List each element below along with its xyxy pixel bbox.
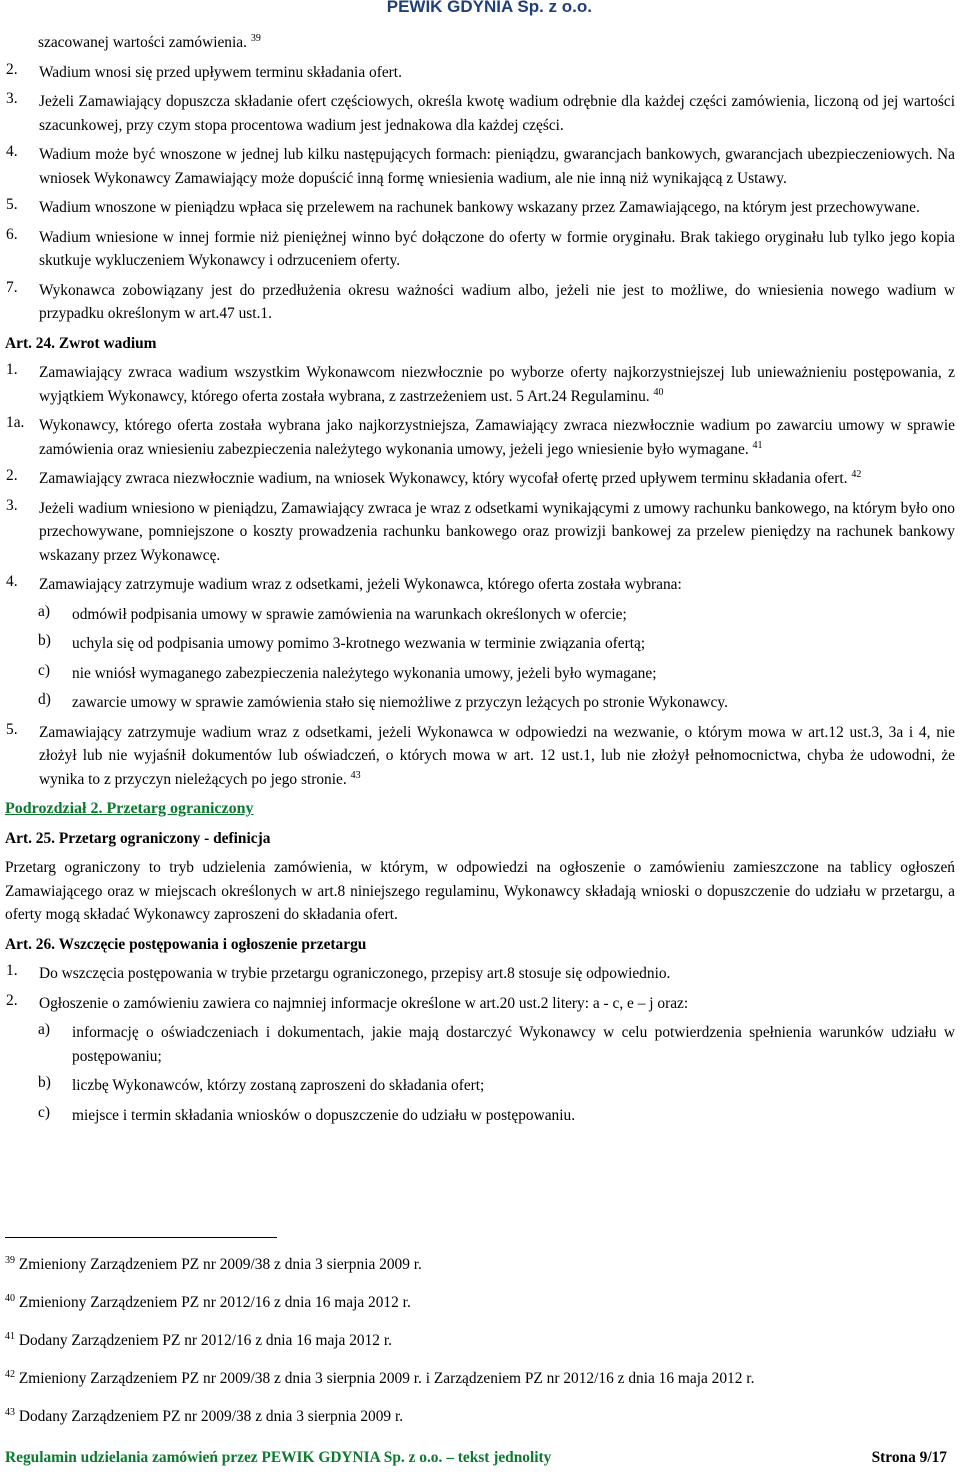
list-item: 4. Zamawiający zatrzymuje wadium wraz z odsetkami, jeżeli Wykonawca, którego oferta została wybrana: [6, 573, 682, 593]
footer-document-title: Regulamin udzielania zamówień przez PEWIK GDYNIA Sp. z o.o. – tekst jednolity [5, 1449, 552, 1466]
subsection-heading: Podrozdział 2. Przetarg ograniczony [5, 800, 254, 817]
list-item: 5. Zamawiający zatrzymuje wadium wraz z odsetkami, jeżeli Wykonawca w odpowiedzi na wezwanie, o którym mowa w art.12 ust.3, 3a i 4, nie złożył lub nie wyjaśnił dokumentów lub oświadczeń, o których mowa w art. 12 ust.1, lub nie złożył pełnomocnictwa, chyba że udowodni, że wynika to z przyczyn nieleżących po jego stronie. $^{43}$ [6, 720, 955, 788]
footnote-ref: 42 [851, 468, 862, 480]
list-item: 2. Ogłoszenie o zamówieniu zawiera co najmniej informacje określone w art.20 ust.2 litery: a - c, e – j oraz: [6, 991, 689, 1012]
list-item: 7. Wykonawca zobowiązany jest do przedłużenia okresu ważności wadium albo, jeżeli nie jest to możliwe, do wniesienia nowego wadium w przypadku określonym w art.47 ust.1. [6, 278, 955, 322]
footnote-ref: 43 [350, 769, 361, 781]
footnote: $^{41}$ Dodany Zarządzeniem PZ nr 2012/16 z dnia 16 maja 2012 r. [5, 1330, 392, 1349]
article-paragraph: Przetarg ograniczony to tryb udzielenia zamówienia, w którym, w odpowiedzi na ogłoszenie o zamówieniu zamieszczone na tablicy ogłoszeń Zamawiającego oraz w miejscach określonych w art.8 niniejszego regulaminu, Wykonawcy składają wnioski o dopuszczenie do udziału w przetargu, a oferty mogą składać Wykonawcy zaproszeni do składania ofert. [5, 859, 955, 923]
page-footer [5, 1449, 947, 1467]
document-body [5, 0, 955, 1133]
sub-list-item: c) nie wniósł wymaganego zabezpieczenia należytego wykonania umowy, jeżeli było wymagane; [38, 661, 657, 682]
list-item: 4. Wadium może być wnoszone w jednej lub kilku następujących formach: pieniądzu, gwarancjach bankowych, gwarancjach ubezpieczeniowych. Na wniosek Wykonawcy Zamawiający może dopuścić inną formę wniesienia wadium, ale nie inną niż wynikającą z Ustawy. [6, 143, 955, 187]
list-item: 1. Zamawiający zwraca wadium wszystkim Wykonawcom niezwłocznie po wyborze oferty najkorzystniejszej lub unieważnieniu postępowania, z wyjątkiem Wykonawcy, którego oferta została wybrana, z zastrzeżeniem ust. 5 Art.24 Regulaminu. $^{40}$ [6, 361, 955, 405]
sub-list-item: b) liczbę Wykonawców, którzy zostaną zaproszeni do składania ofert; [38, 1074, 485, 1094]
footnote-separator [5, 1237, 277, 1238]
footnotes [5, 1255, 955, 1445]
footnote: $^{39}$ Zmieniony Zarządzeniem PZ nr 2009/38 z dnia 3 sierpnia 2009 r. [5, 1254, 422, 1273]
footnote: $^{40}$ Zmieniony Zarządzeniem PZ nr 2012/16 z dnia 16 maja 2012 r. [5, 1292, 411, 1311]
footnote-ref: 40 [653, 386, 664, 398]
sub-list-item: a) odmówił podpisania umowy w sprawie zamówienia na warunkach określonych w ofercie; [38, 602, 627, 623]
footnote: $^{42}$ Zmieniony Zarządzeniem PZ nr 2009/38 z dnia 3 sierpnia 2009 r. i Zarządzeniem PZ nr 2012/16 z dnia 16 maja 2012 r. [5, 1368, 755, 1387]
sub-list-item: b) uchyla się od podpisania umowy pomimo 3-krotnego wezwania w terminie związania ofertą; [38, 632, 646, 652]
footnote: $^{43}$ Dodany Zarządzeniem PZ nr 2009/38 z dnia 3 sierpnia 2009 r. [5, 1406, 404, 1425]
list-item: 3. Jeżeli Zamawiający dopuszcza składanie ofert częściowych, określa kwotę wadium odrębnie dla każdej części zamówienia, liczoną od jej wartości szacunkowej, przy czym stopa procentowa wadium jest jednakowa dla każdej części. [6, 90, 955, 134]
sub-list-item: c) miejsce i termin składania wniosków o dopuszczenie do udziału w postępowaniu. [38, 1103, 576, 1124]
footer-page-number: Strona 9/17 [871, 1449, 947, 1466]
list-item: 5. Wadium wnoszone w pieniądzu wpłaca się przelewem na rachunek bankowy wskazany przez Zamawiającego, na którym jest przechowywane. [6, 196, 920, 216]
sub-list-item: a) informację o oświadczeniach i dokumentach, jakie mają dostarczyć Wykonawcy w celu potwierdzenia spełnienia warunków udziału w postępowaniu; [38, 1021, 955, 1065]
continuation-text: szacowanej wartości zamówienia. $^{39}$ [38, 32, 261, 51]
document-header-title: PEWIK GDYNIA Sp. z o.o. [386, 0, 592, 16]
list-item: 2. Zamawiający zwraca niezwłocznie wadium, na wniosek Wykonawcy, który wycofał ofertę przed upływem terminu składania ofert. $^{42}$ [6, 467, 862, 487]
article-heading-25: Art. 25. Przetarg ograniczony - definicja [5, 829, 271, 847]
list-item: 1a. Wykonawcy, którego oferta została wybrana jako najkorzystniejsza, Zamawiający zwraca niezwłocznie wadium po zawarciu umowy w sprawie zamówienia oraz wniesieniu zabezpieczenia należytego wykonania umowy, jeżeli jego wniesienie było wymagane. $^{41}$ [6, 414, 955, 458]
article-heading-26: Art. 26. Wszczęcie postępowania i ogłoszenie przetargu [5, 935, 367, 953]
footnote-ref: 39 [250, 32, 261, 44]
list-item: 3. Jeżeli wadium wniesiono w pieniądzu, Zamawiający zwraca je wraz z odsetkami wynikającymi z umowy rachunku bankowego, na którym było ono przechowywane, pomniejszone o koszty prowadzenia rachunku bankowego oraz prowizji bankowej za przelew pieniędzy na rachunek bankowy wskazany przez Wykonawcę. [6, 496, 955, 564]
sub-list-item: d) zawarcie umowy w sprawie zamówienia stało się niemożliwe z przyczyn leżących po stronie Wykonawcy. [38, 691, 728, 711]
list-item: 1. Do wszczęcia postępowania w trybie przetargu ograniczonego, przepisy art.8 stosuje się odpowiednio. [6, 962, 671, 982]
list-item: 2. Wadium wnosi się przed upływem terminu składania ofert. [6, 60, 402, 81]
list-item: 6. Wadium wniesione w innej formie niż pieniężnej winno być dołączone do oferty w formie oryginału. Brak takiego oryginału lub tylko jego kopia skutkuje wykluczeniem Wykonawcy i odrzuceniem oferty. [6, 225, 955, 269]
footnote-ref: 41 [752, 439, 763, 451]
article-heading-24: Art. 24. Zwrot wadium [5, 334, 157, 352]
